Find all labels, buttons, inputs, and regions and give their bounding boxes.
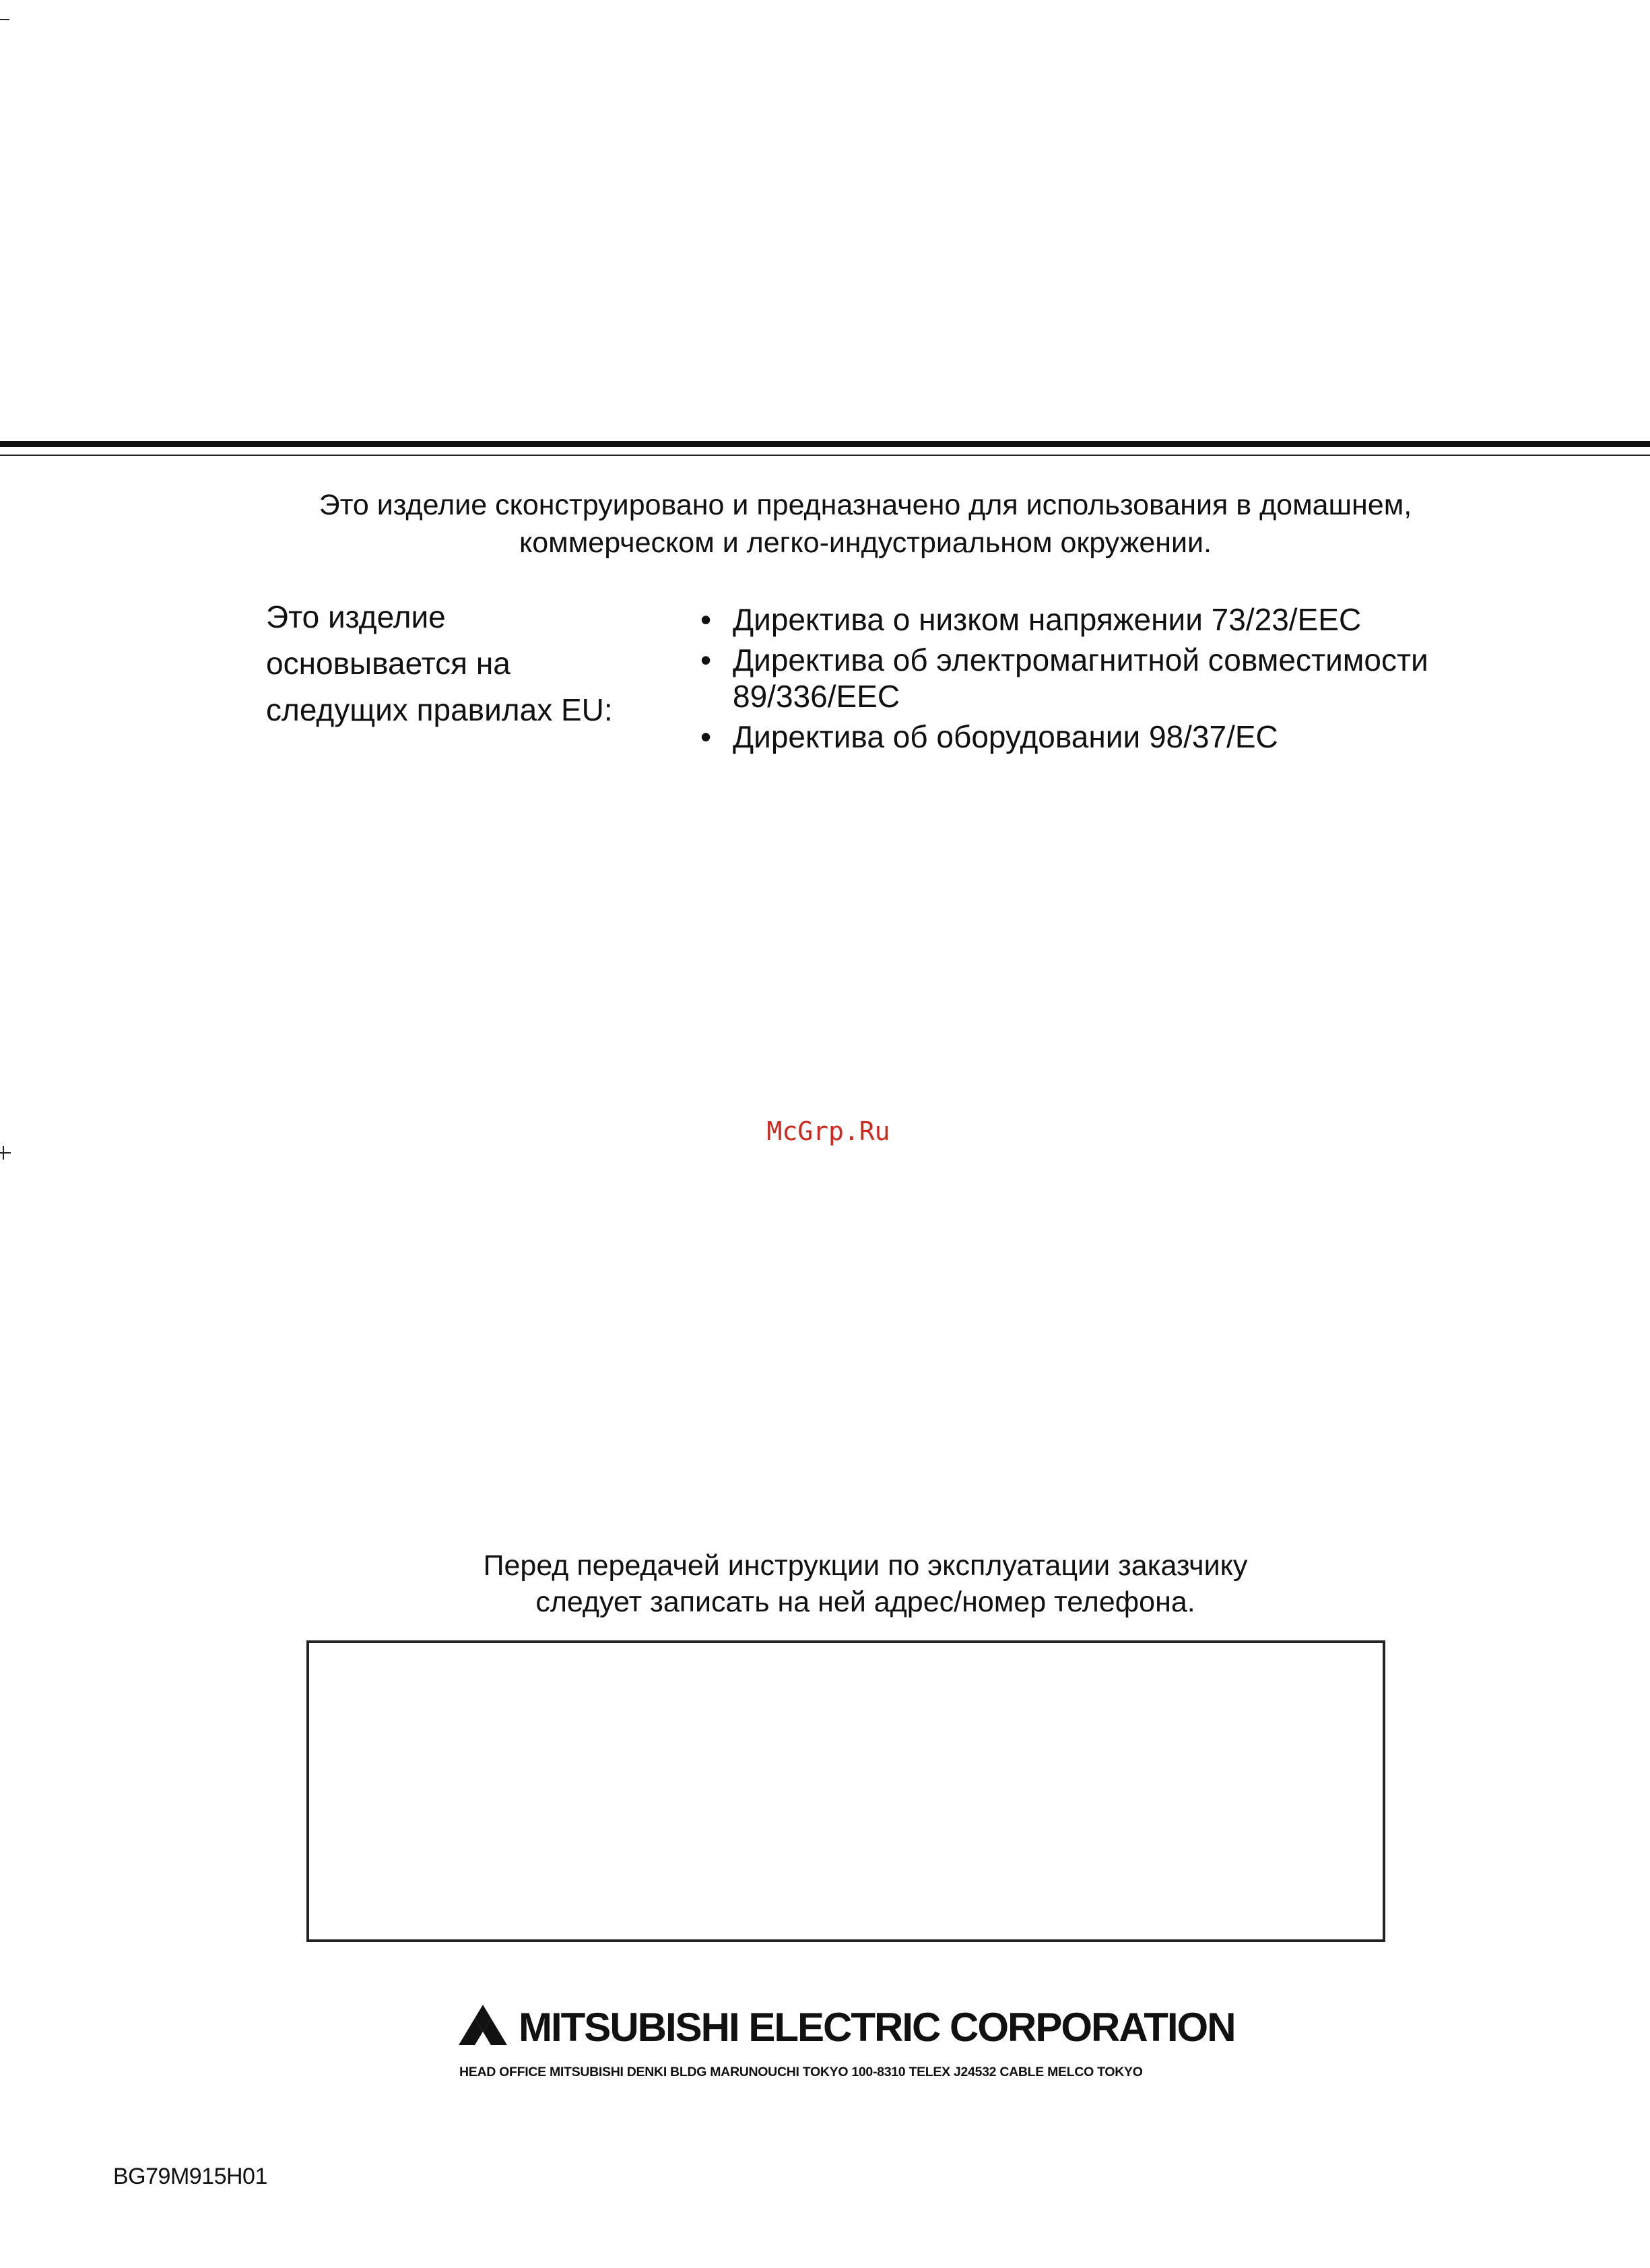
brand-name: MITSUBISHI ELECTRIC CORPORATION	[519, 2004, 1235, 2050]
intro-line-2: коммерческом и легко-индустриальном окружении.	[519, 527, 1212, 559]
eu-basis-line-2: основывается на	[266, 646, 510, 681]
header-divider-thin	[0, 455, 1650, 456]
directive-item-emc	[700, 642, 1428, 714]
dealer-address-box	[306, 1640, 1385, 1942]
watermark: McGrp.Ru	[766, 1116, 890, 1146]
eu-basis-line-1: Это изделие	[266, 599, 446, 634]
dealer-note-line-2: следует записать на ней адрес/номер телефона.	[535, 1586, 1195, 1618]
bullet-icon: •	[700, 642, 712, 677]
scan-tick-mid-left-stem	[3, 1146, 4, 1160]
directive-text: Директива об электромагнитной совместимости	[733, 642, 1428, 677]
document-code: BG79M915H01	[113, 2164, 267, 2189]
eu-basis-label	[266, 594, 613, 733]
head-office-address: HEAD OFFICE MITSUBISHI DENKI BLDG MARUNOUCHI TOKYO 100-8310 TELEX J24532 CABLE MELCO TOKYO	[459, 2065, 1143, 2079]
three-diamonds-logo-icon	[457, 2003, 509, 2050]
header-divider-thick	[0, 441, 1650, 447]
brand-block	[457, 2003, 1235, 2050]
eu-basis-line-3: следущих правилах EU:	[266, 692, 613, 727]
directive-item-machinery	[700, 719, 1428, 755]
directive-number: 89/336/EEC	[733, 679, 900, 714]
directive-list	[700, 601, 1428, 759]
directive-item-low-voltage	[700, 601, 1428, 638]
directive-text: Директива о низком напряжении 73/23/EEC	[733, 602, 1362, 637]
intro-line-1: Это изделие сконструировано и предназначено для использования в домашнем,	[319, 489, 1412, 521]
scan-tick-top-left	[0, 19, 9, 20]
bullet-icon: •	[700, 602, 712, 637]
bullet-icon: •	[700, 719, 712, 754]
dealer-note-line-1: Перед передачей инструкции по эксплуатации заказчику	[483, 1549, 1248, 1582]
directive-text: Директива об оборудовании 98/37/EC	[733, 719, 1278, 754]
scan-tick-mid-left	[0, 1152, 11, 1154]
